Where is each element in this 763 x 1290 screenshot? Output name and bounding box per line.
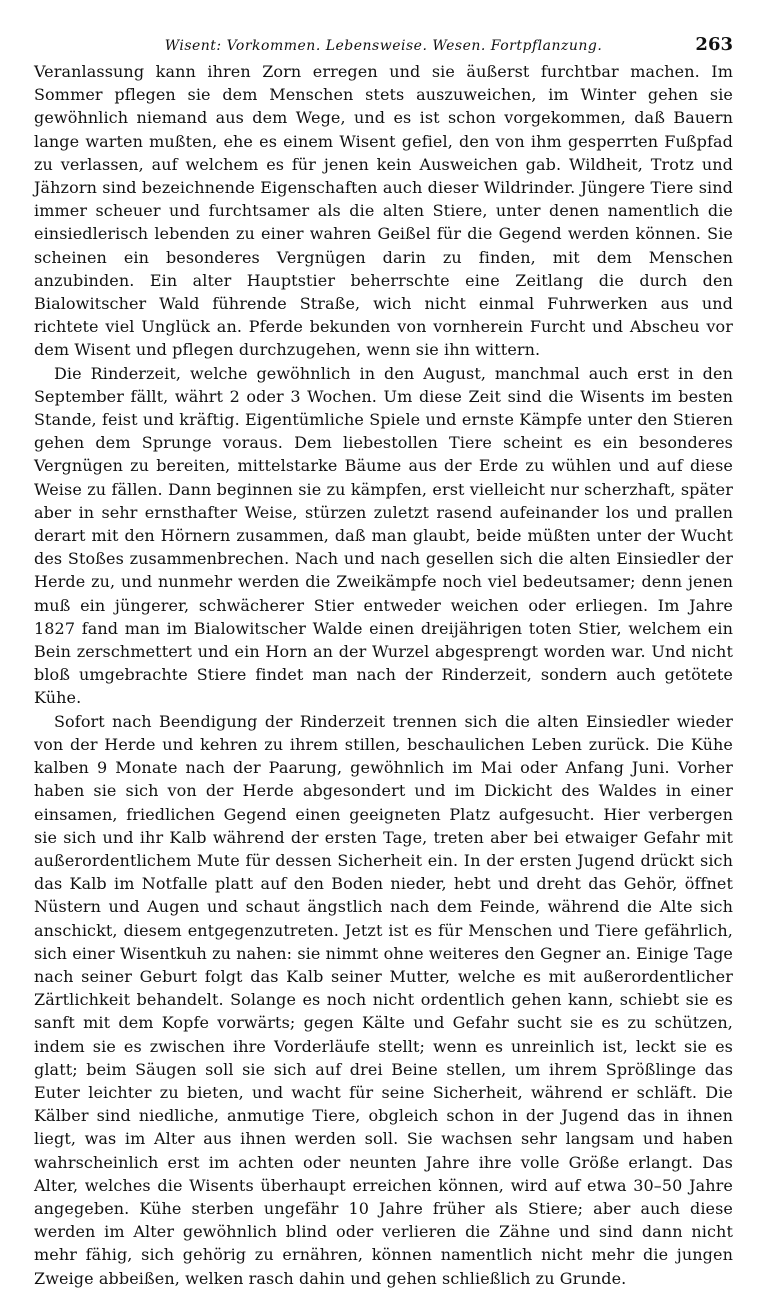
paragraph-2: Die Rinderzeit, welche gewöhnlich in den August, manchmal auch erst in den September fällt, währt 2 oder 3 Wochen. Um diese Zeit sind die Wisents im besten Stande, feist und kräftig. Eigentümliche Spiele und ernste Kämpfe unter den Stieren gehen dem Sprunge voraus. Dem liebestollen Tiere scheint es ein besonderes Vergnügen zu bereiten, mittelstarke Bäume aus der Erde zu wühlen und auf diese Weise zu fällen. Dann beginnen sie zu kämpfen, erst vielleicht nur scherzhaft, später aber in sehr ernsthafter Weise, stürzen zuletzt rasend aufeinander los und prallen derart mit den Hörnern zusammen, daß man glaubt, beide müßten unter der Wucht des Stoßes zusammenbrechen. Nach und nach gesellen sich die alten Einsiedler der Herde zu, und nunmehr werden die Zweikämpfe noch viel bedeutsamer; denn jenen muß ein jüngerer, schwächerer Stier entweder weichen oder erliegen. Im Jahre 1827 fand man im Bialowitscher Walde einen dreijährigen toten Stier, welchem ein Bein zerschmettert und ein Horn an der Wurzel abgesprengt worden war. Und nicht bloß umgebrachte Stiere findet man nach der Rinderzeit, sondern auch getötete Kühe.: [34, 363, 733, 708]
paragraph-1: Veranlassung kann ihren Zorn erregen und sie äußerst furchtbar machen. Im Sommer pflegen sie dem Menschen stets auszuweichen, im Winter gehen sie gewöhnlich niemand aus dem Wege, und es ist schon vorgekommen, daß Bauern lange warten mußten, ehe es einem Wisent gefiel, den von ihm gesperrten Fußpfad zu verlassen, auf welchem es für jenen kein Ausweichen gab. Wildheit, Trotz und Jähzorn sind bezeichnende Eigenschaften auch dieser Wildrinder. Jüngere Tiere sind immer scheuer und furchtsamer als die alten Stiere, unter denen namentlich die einsiedlerisch lebenden zu einer wahren Geißel für die Gegend werden können. Sie scheinen ein besonderes Vergnügen darin zu finden, mit dem Menschen anzubinden. Ein alter Hauptstier beherrschte eine Zeitlang die durch den Bialowitscher Wald führende Straße, wich nicht einmal Fuhrwerken aus und richtete viel Unglück an. Pferde bekunden von vornherein Furcht und Abscheu vor dem Wisent und pflegen durchzugehen, wenn sie ihn wittern.: [34, 62, 733, 360]
page-header: [34, 34, 733, 60]
paragraph-3: Sofort nach Beendigung der Rinderzeit trennen sich die alten Einsiedler wieder von der Herde und kehren zu ihrem stillen, beschaulichen Leben zurück. Die Kühe kalben 9 Monate nach der Paarung, gewöhnlich im Mai oder Anfang Juni. Vorher haben sie sich von der Herde abgesondert und im Dickicht des Waldes in einer einsamen, friedlichen Gegend einen geeigneten Platz aufgesucht. Hier verbergen sie sich und ihr Kalb während der ersten Tage, treten aber bei etwaiger Gefahr mit außerordentlichem Mute für dessen Sicherheit ein. In der ersten Jugend drückt sich das Kalb im Notfalle platt auf den Boden nieder, hebt und dreht das Gehör, öffnet Nüstern und Augen und schaut ängstlich nach dem Feinde, während die Alte sich anschickt, diesem entgegenzutreten. Jetzt ist es für Menschen und Tiere gefährlich, sich einer Wisentkuh zu nahen: sie nimmt ohne weiteres den Gegner an. Einige Tage nach seiner Geburt folgt das Kalb seiner Mutter, welche es mit außerordentlicher Zärtlichkeit behandelt. Solange es noch nicht ordentlich gehen kann, schiebt sie es sanft mit dem Kopfe vorwärts; gegen Kälte und Gefahr sucht sie es zu schützen, indem sie es zwischen ihre Vorderläufe stellt; wenn es unreinlich ist, leckt sie es glatt; beim Säugen soll sie sich auf drei Beine stellen, um ihrem Sprößlinge das Euter leichter zu bieten, und wacht für seine Sicherheit, während er schläft. Die Kälber sind niedliche, anmutige Tiere, obgleich schon in der Jugend das in ihnen liegt, was im Alter aus ihnen werden soll. Sie wachsen sehr langsam und haben wahrscheinlich erst im achten oder neunten Jahre ihre volle Größe erlangt. Das Alter, welches die Wisents überhaupt erreichen können, wird auf etwa 30–50 Jahre angegeben. Kühe sterben ungefähr 10 Jahre früher als Stiere; aber auch diese werden im Alter gewöhnlich blind oder verlieren die Zähne und sind dann nicht mehr fähig, sich gehörig zu ernähren, können namentlich nicht mehr die jungen Zweige abbeißen, welken rasch dahin und gehen schließlich zu Grunde.: [34, 711, 733, 1288]
page-number: 263: [695, 34, 733, 55]
body-text: [34, 60, 733, 1290]
running-title: Wisent: Vorkommen. Lebensweise. Wesen. Fortpflanzung.: [164, 38, 603, 54]
